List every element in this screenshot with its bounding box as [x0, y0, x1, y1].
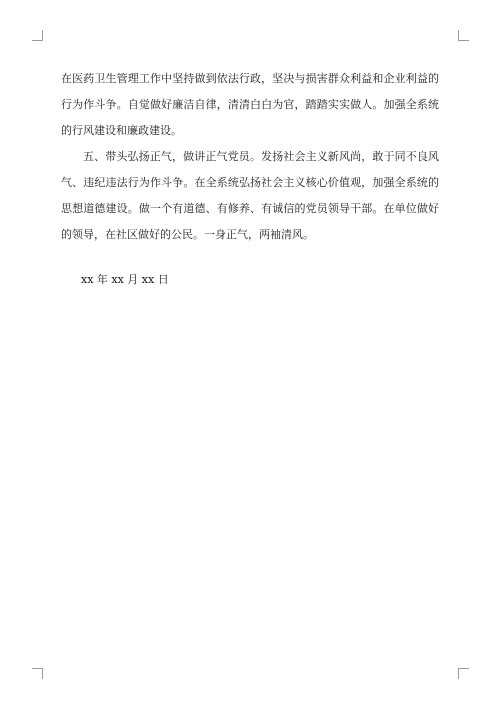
- crop-mark-top-left: [32, 30, 43, 41]
- paragraph-section-five: 五、带头弘扬正气，做讲正气党员。发扬社会主义新风尚，敢于同不良风气、违纪违法行为作斗争。在全系统弘扬社会主义核心价值观，加强全系统的思想道德建设。做一个有道德、有修养、有诚信的党员领导干部。在单位做好的领导，在社区做好的公民。一身正气，两袖清风。: [61, 150, 439, 241]
- document-date: xx 年 xx 月 xx 日: [81, 273, 169, 286]
- crop-mark-bottom-left: [32, 668, 43, 679]
- paragraph-continuation: 在医药卫生管理工作中坚持做到依法行政，坚决与损害群众利益和企业利益的行为作斗争。自觉做好廉洁自律，清清白白为官，踏踏实实做人。加强全系统的行风建设和廉政建设。: [61, 72, 439, 137]
- crop-mark-top-right: [458, 30, 469, 41]
- crop-mark-bottom-right: [458, 668, 469, 679]
- document-body: [61, 66, 439, 248]
